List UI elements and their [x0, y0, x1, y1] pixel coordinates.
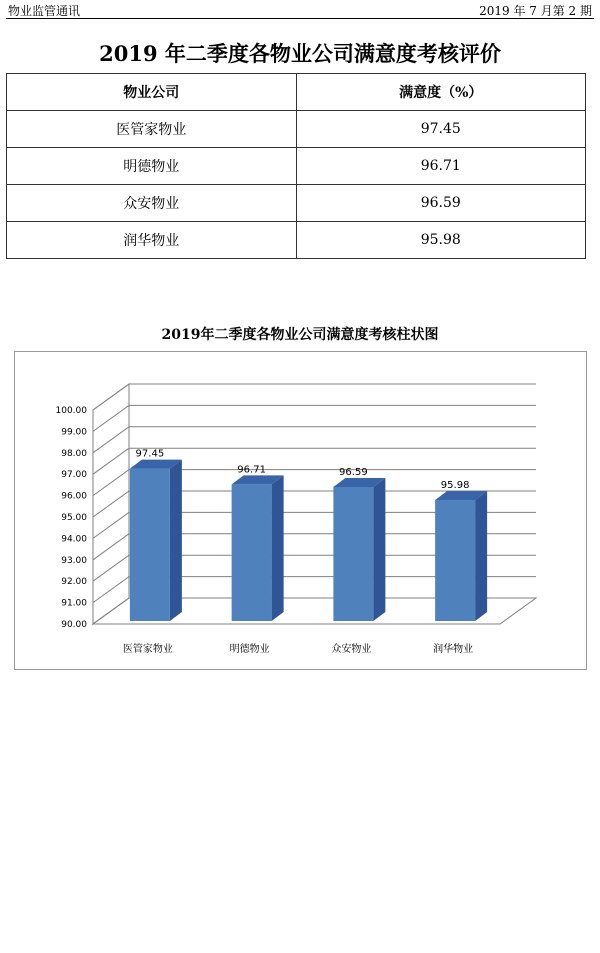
y-tick-label: 96.00: [61, 491, 87, 502]
table-row: [7, 185, 586, 222]
table-header-row: [7, 74, 586, 111]
y-tick-label: 99.00: [61, 427, 87, 438]
bar-chart: [14, 351, 587, 670]
bar: [435, 500, 475, 621]
table-row: [7, 111, 586, 148]
gridline: [93, 384, 536, 410]
y-tick-label: 93.00: [61, 555, 87, 566]
company-cell: 明德物业: [7, 148, 297, 185]
score-cell: 95.98: [296, 222, 586, 259]
bar-side: [475, 491, 487, 621]
bar: [333, 487, 373, 621]
table-row: [7, 222, 586, 259]
header-divider: [6, 18, 594, 19]
column-header-score: 满意度（%）: [296, 74, 586, 111]
satisfaction-table: [6, 73, 586, 259]
data-label: 95.98: [440, 480, 470, 492]
y-tick-label: 100.00: [55, 406, 87, 416]
company-cell: 润华物业: [7, 222, 297, 259]
y-tick-label: 92.00: [61, 577, 87, 588]
y-tick-label: 91.00: [61, 598, 87, 609]
chart-title: 2019年二季度各物业公司满意度考核柱状图: [161, 327, 439, 343]
bar-side: [373, 478, 385, 621]
company-cell: 众安物业: [7, 185, 297, 222]
score-cell: 96.59: [296, 185, 586, 222]
y-tick-label: 94.00: [61, 534, 87, 545]
y-tick-label: 95.00: [61, 513, 87, 523]
bar-chart-plot: [15, 352, 586, 669]
bar: [130, 469, 170, 621]
company-cell: 医管家物业: [7, 111, 297, 148]
bar: [232, 484, 272, 621]
data-label: 96.59: [339, 466, 368, 478]
bar-side: [170, 460, 182, 621]
issue-date: 2019 年 7 月第 2 期: [479, 4, 592, 18]
category-label: 众安物业: [331, 644, 372, 655]
data-label: 97.45: [135, 448, 165, 460]
category-label: 明德物业: [229, 644, 270, 655]
score-cell: 97.45: [296, 111, 586, 148]
y-tick-label: 97.00: [61, 470, 87, 481]
category-label: 润华物业: [433, 644, 474, 655]
column-header-company: 物业公司: [7, 74, 297, 111]
publication-name: 物业监管通讯: [8, 4, 81, 18]
bar-side: [272, 475, 284, 621]
y-tick-label: 98.00: [61, 448, 87, 459]
gridline: [93, 405, 536, 431]
data-label: 96.71: [237, 464, 266, 476]
score-cell: 96.71: [296, 148, 586, 185]
y-tick-label: 90.00: [61, 620, 87, 630]
table-title: 2019 年二季度各物业公司满意度考核评价: [99, 41, 501, 66]
table-row: [7, 148, 586, 185]
category-label: 医管家物业: [122, 644, 173, 655]
